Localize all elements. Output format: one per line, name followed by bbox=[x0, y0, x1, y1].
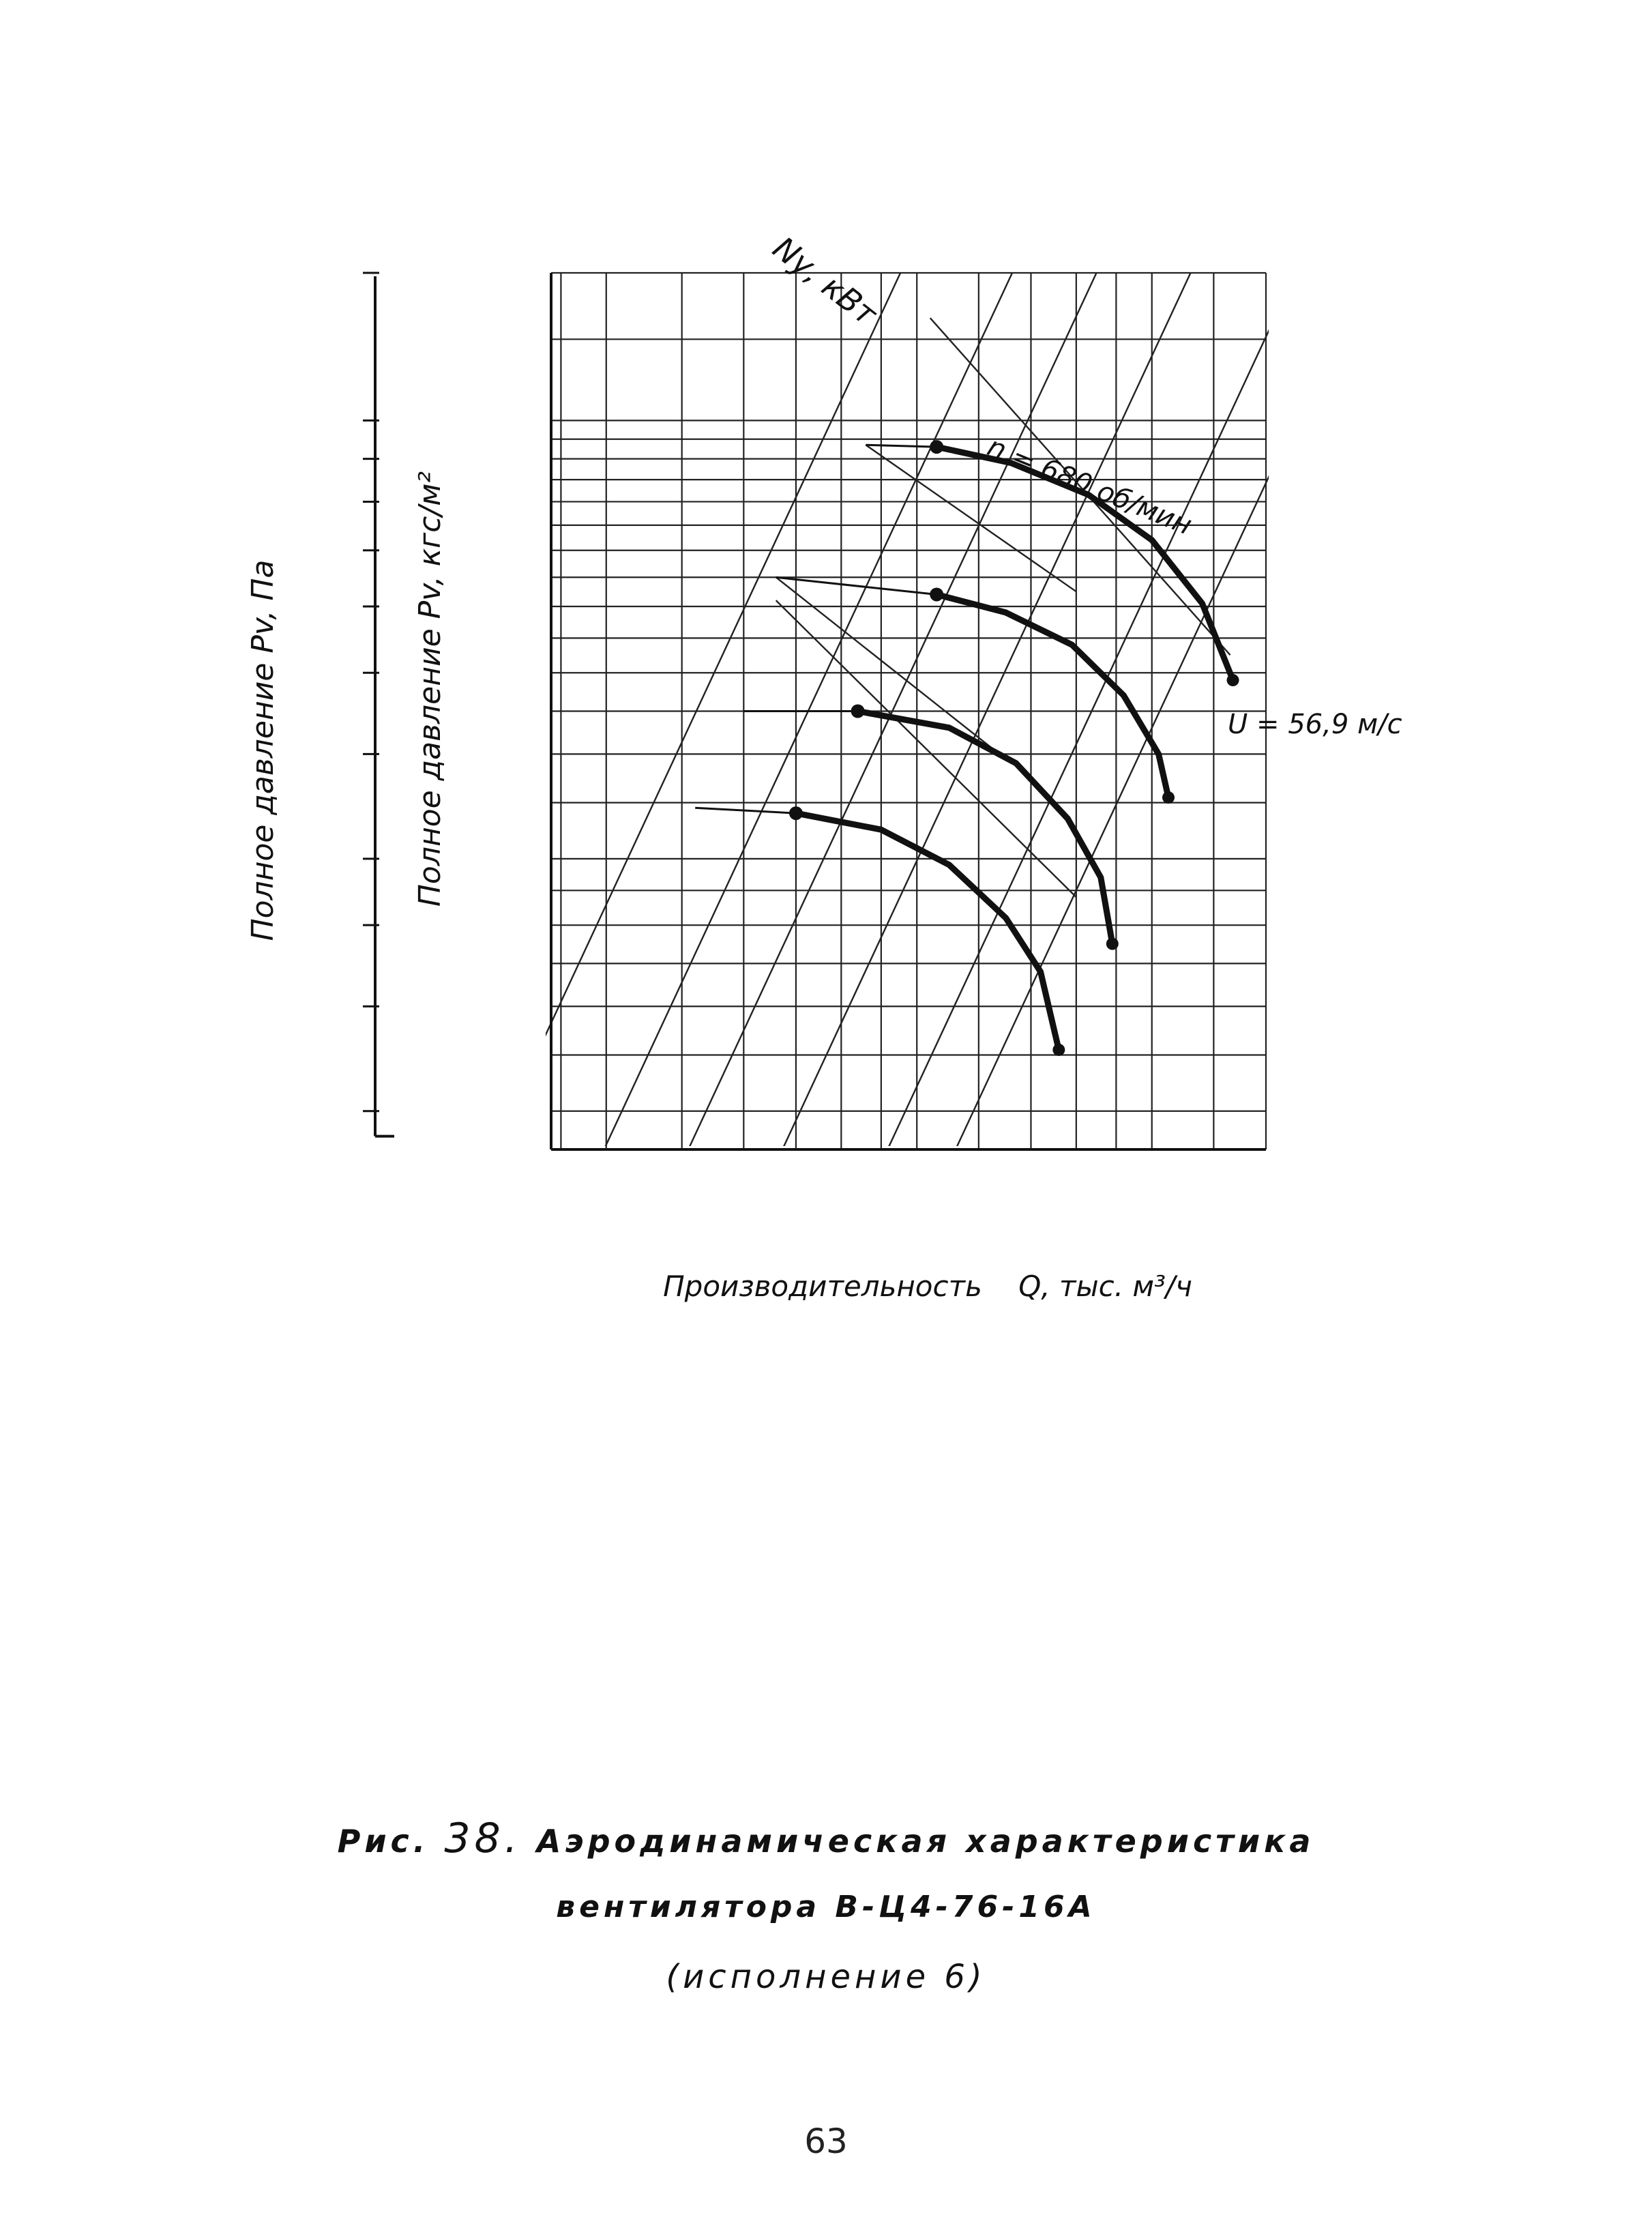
curve-marker bbox=[930, 587, 943, 601]
figure-number: 38. bbox=[444, 1815, 522, 1862]
caption-prefix: Рис. bbox=[337, 1823, 430, 1860]
curve-end-marker bbox=[1227, 674, 1239, 686]
efficiency-line bbox=[598, 0, 1342, 1163]
xlabel: Производительность Q, тыс. м³/ч bbox=[663, 1270, 1192, 1303]
ylabel-pa: Полное давление Pv, Па bbox=[246, 559, 280, 941]
caption-line-1 bbox=[0, 1815, 1652, 1862]
efficiency-line bbox=[682, 0, 1427, 1163]
velocity-label: U = 56,9 м/с bbox=[1228, 709, 1402, 740]
page-number: 63 bbox=[804, 2122, 848, 2161]
caption-line-2: вентилятора В-Ц4-76-16А bbox=[556, 1890, 1096, 1924]
curve-end-marker bbox=[1106, 938, 1119, 950]
curve-marker bbox=[789, 806, 803, 820]
ylabel-kgf: Полное давление Pv, кгс/м² bbox=[413, 471, 447, 907]
curve-end-marker bbox=[1162, 791, 1175, 804]
curve-thin-segment bbox=[695, 808, 796, 813]
curve-working-range bbox=[858, 712, 1112, 944]
curve-thin-segment bbox=[866, 445, 936, 447]
caption-line-3: (исполнение 6) bbox=[666, 1958, 986, 1996]
efficiency-line bbox=[949, 0, 1652, 1163]
curve-marker bbox=[851, 705, 865, 718]
curve-marker bbox=[930, 440, 943, 454]
grid bbox=[551, 273, 1266, 1149]
power-axis-label: Nу, кВт bbox=[766, 229, 884, 333]
efficiency-line bbox=[776, 0, 1521, 1163]
caption-title: Аэродинамическая характеристика bbox=[536, 1823, 1315, 1860]
power-lines bbox=[776, 318, 1230, 897]
efficiency-line bbox=[881, 0, 1626, 1163]
curve-thin-segment bbox=[776, 577, 937, 594]
efficiency-lines bbox=[541, 0, 1652, 1163]
curve-end-marker bbox=[1052, 1044, 1065, 1056]
speed-label: n = 680 об/мин bbox=[983, 430, 1196, 542]
